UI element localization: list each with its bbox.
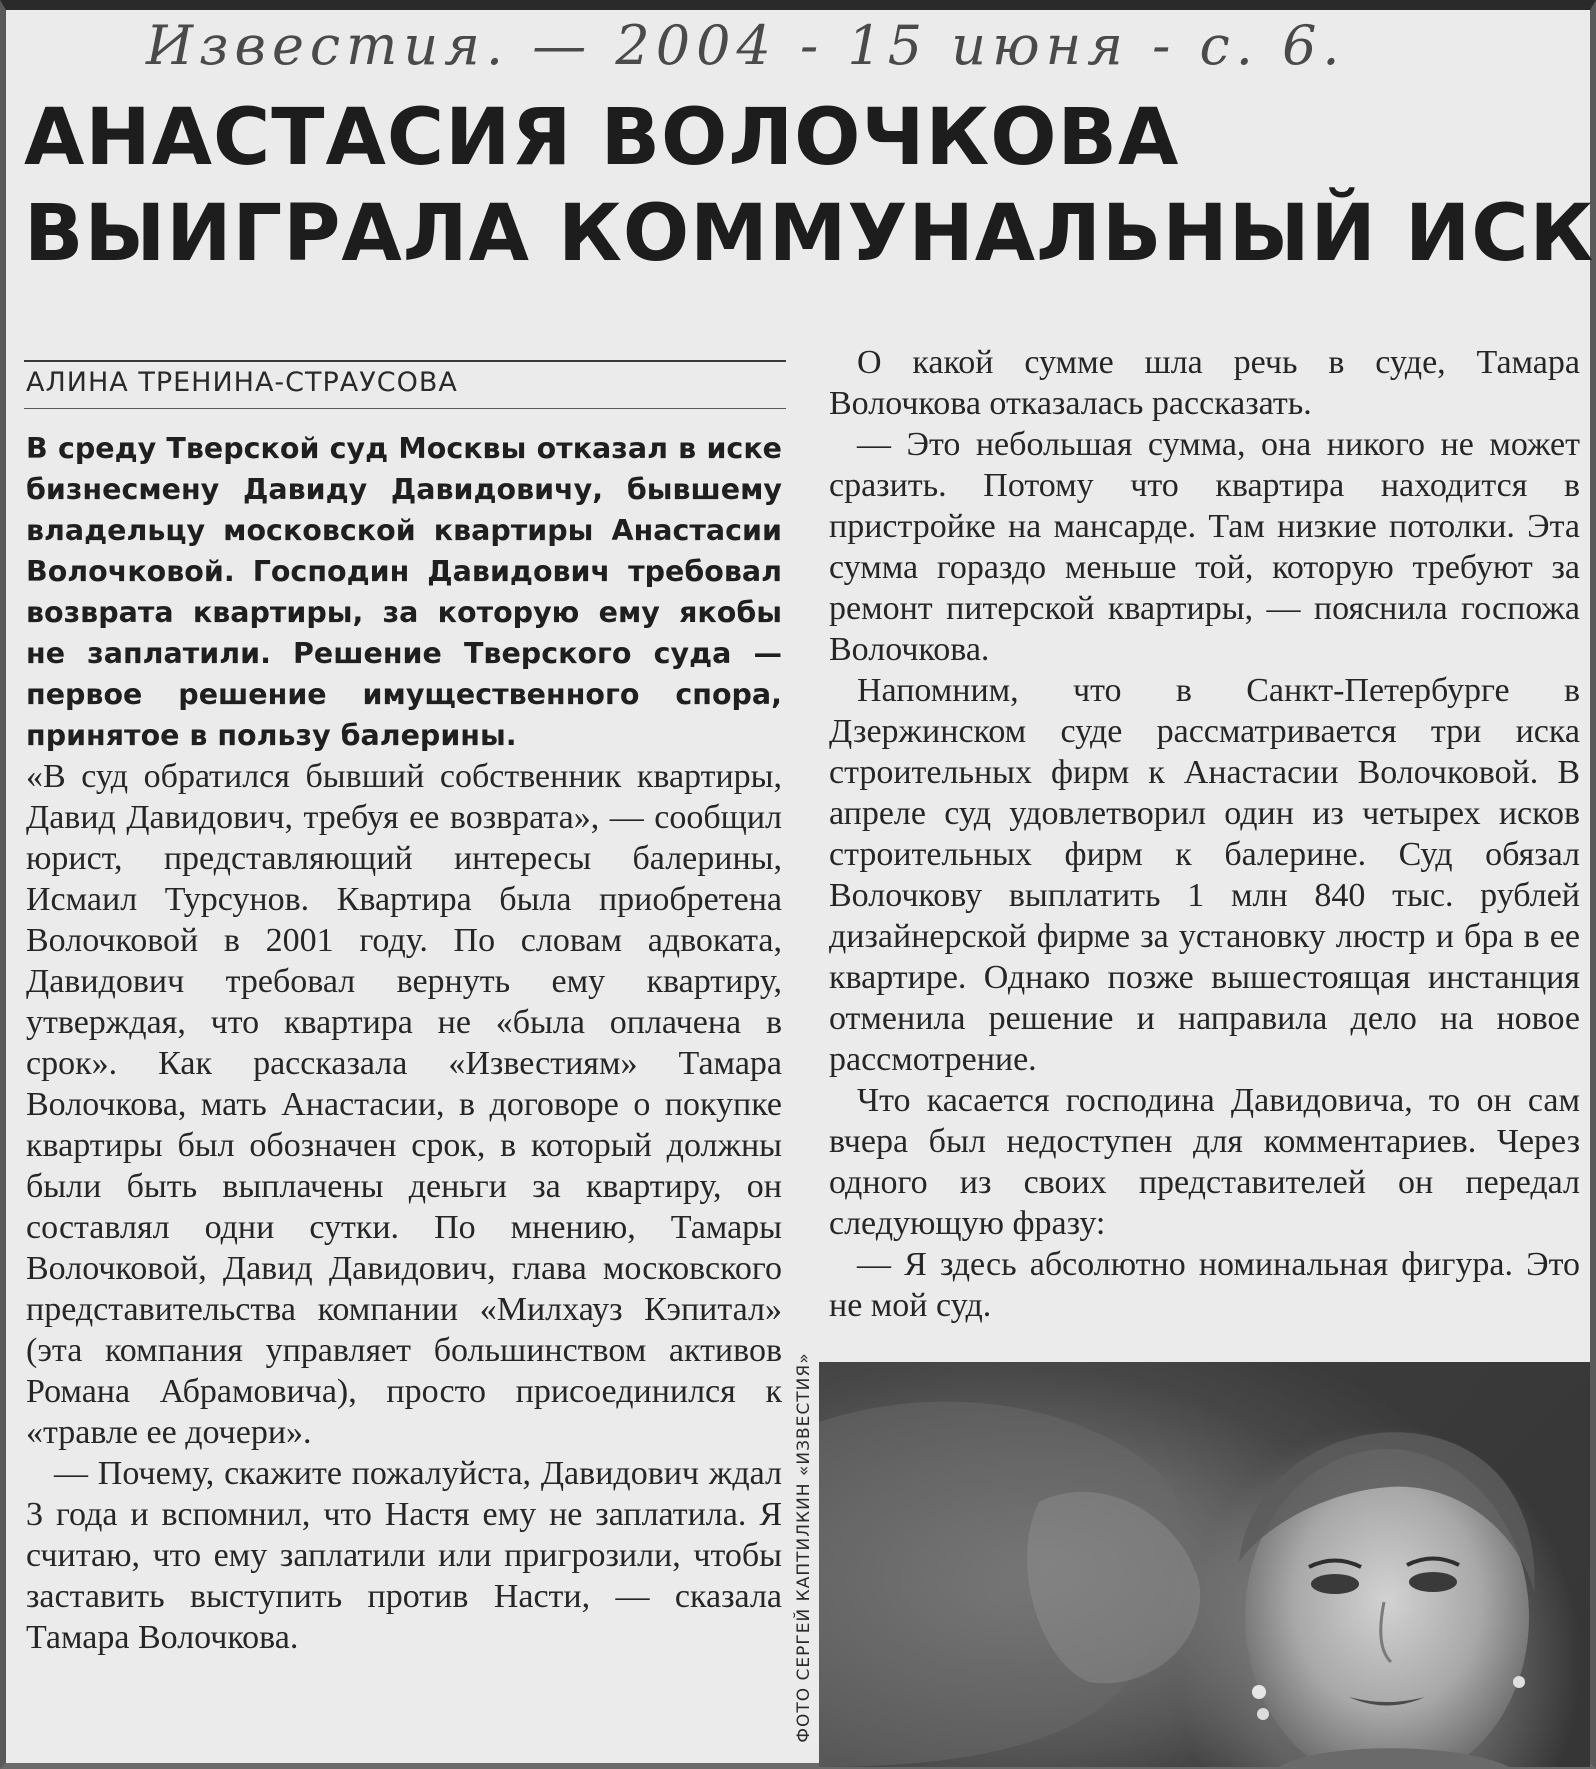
byline-rule-bottom [24,408,786,409]
photo-credit: ФОТО СЕРГЕЙ КАПТИЛКИН «ИЗВЕСТИЯ» [794,1352,814,1743]
right-paragraph-5: — Я здесь абсолютно номинальная фигура. Это не мой суд. [829,1246,1580,1324]
right-paragraph-3: Напомним, что в Санкт-Петербурге в Дзержинском суде рассматривается три иска строительных фирм к Анастасии Волочковой. В апреле суд удовлетворил один из четырех исков строительных фирм к балерине. Суд обязал Волочкову выплатить 1 млн 840 тыс. рублей дизайнерской фирме за установку люстр и бра в ее квартире. Однако позже вышестоящая инстанция отменила решение и направила дело на новое рассмотрение. [829,672,1580,1078]
byline-rule-top [24,360,786,362]
headline-line-1: АНАСТАСИЯ ВОЛОЧКОВА [24,93,1180,183]
right-paragraph-1: О какой сумме шла речь в суде, Тамара Волочкова отказалась рассказать. [829,344,1580,422]
left-paragraph-1: «В суд обратился бывший собственник квартиры, Давид Давидович, требуя ее возврата», — сообщил юрист, представляющий интересы балерины, Исмаил Турсунов. Квартира была приобретена Волочковой в 2001 году. По словам адвоката, Давидович требовал вернуть ему квартиру, утверждая, что квартира не «была оплачена в срок». Как рассказала «Известиям» Тамара Волочкова, мать Анастасии, в договоре о покупке квартиры был обозначен срок, в который должны были быть выплачены деньги за квартиру, он составлял одни сутки. По мнению, Тамары Волочковой, Давид Давидович, глава московского представительства компании «Милхауз Кэпитал» (эта компания управляет большинством активов Романа Абрамовича), просто присоединился к «травле ее дочери». [26,758,782,1451]
ballerina-photo [819,1362,1590,1767]
ballerina-portrait-illustration [819,1362,1590,1767]
byline: АЛИНА ТРЕНИНА-СТРАУСОВА [26,367,458,398]
headline-line-2: ВЫИГРАЛА КОММУНАЛЬНЫЙ ИСК [24,189,1595,279]
left-column [26,428,782,1658]
headline [24,90,1594,282]
right-paragraph-2: — Это небольшая сумма, она никого не может сразить. Потому что квартира находится в пристройке на мансарде. Там низкие потолки. Эта сумма гораздо меньше той, которую требуют за ремонт питерской квартиры, — пояснила госпожа Волочкова. [829,426,1580,668]
left-paragraph-2: — Почему, скажите пожалуйста, Давидович ждал 3 года и вспомнил, что Настя ему не заплатила. Я считаю, что ему заплатили или пригрозили, чтобы заставить выступить против Насти, — сказала Тамара Волочкова. [26,1455,782,1656]
handwritten-note: Известия. — 2004 - 15 июня - с. 6. [146,14,1346,77]
right-column [829,342,1580,1326]
lead-paragraph: В среду Тверской суд Москвы отказал в иске бизнесмену Давиду Давидовичу, бывшему владельцу московской квартиры Анастасии Волочковой. Господин Давидович требовал возврата квартиры, за которую ему якобы не заплатили. Решение Тверского суда — первое решение имущественного спора, принятое в пользу балерины. [26,432,782,752]
right-paragraph-4: Что касается господина Давидовича, то он сам вчера был недоступен для комментариев. Через одного из своих представителей он передал следующую фразу: [829,1082,1580,1242]
